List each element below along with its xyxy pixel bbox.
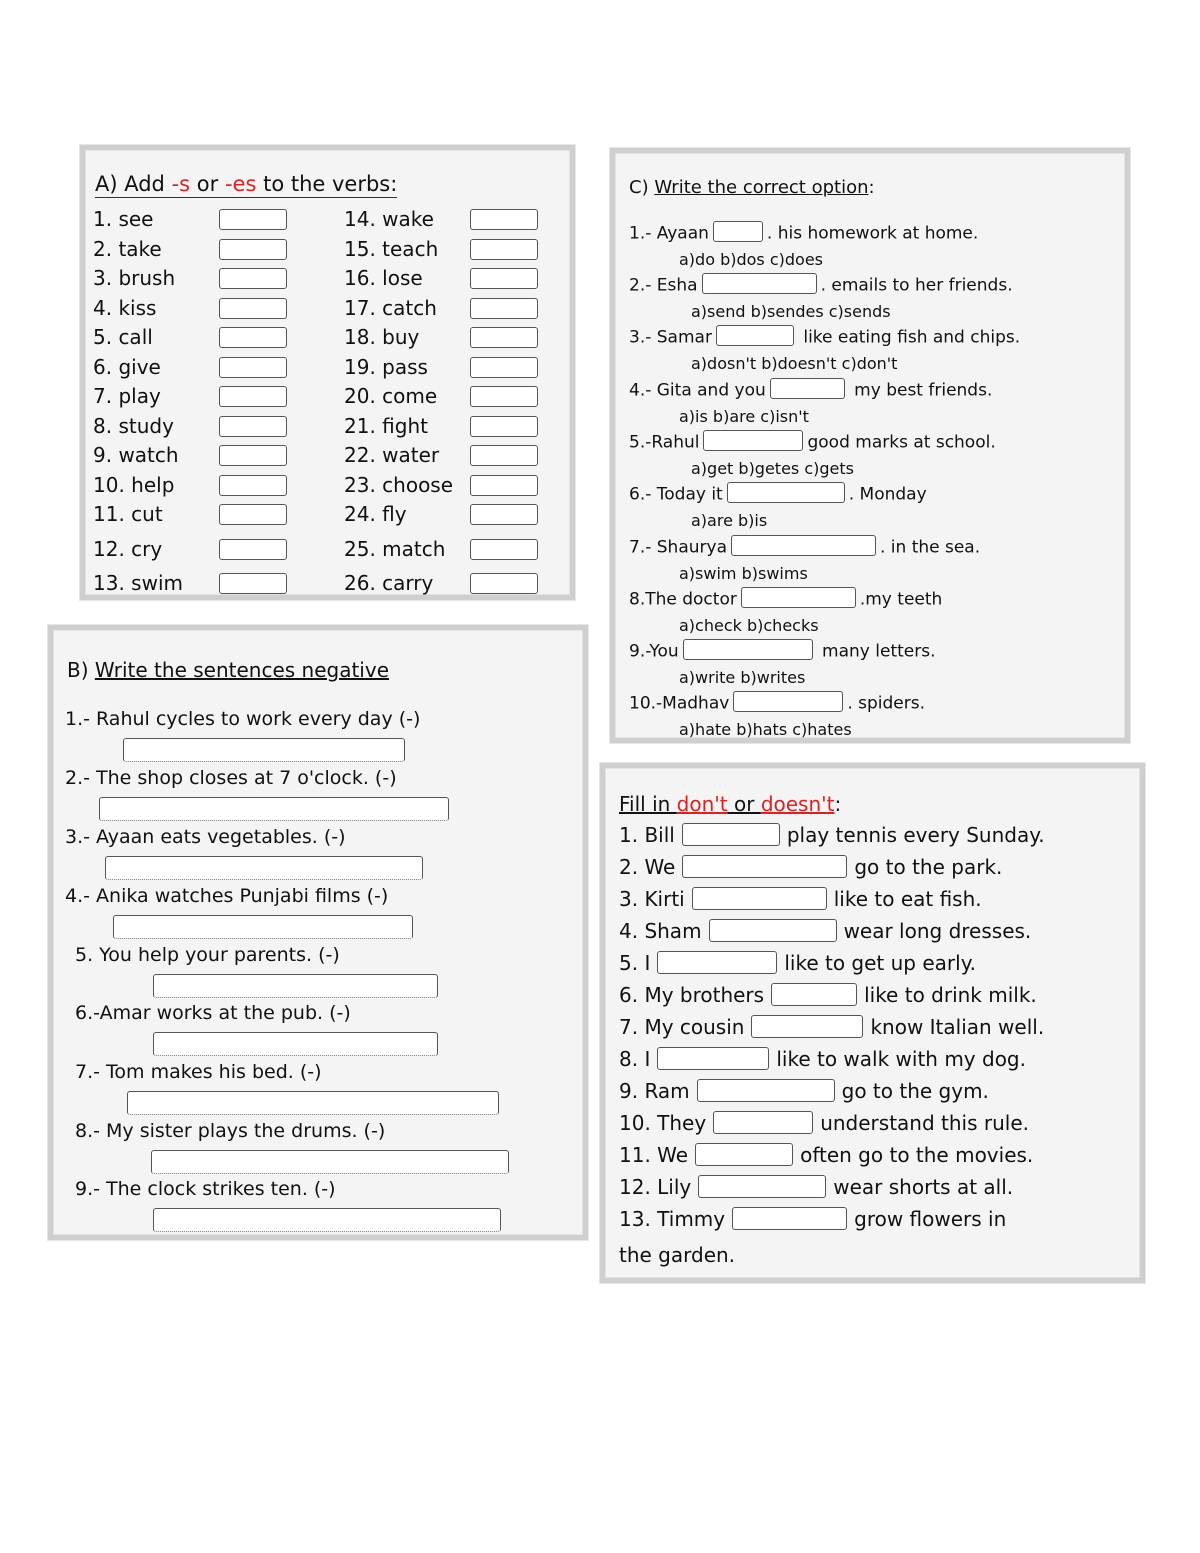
section-c-title <box>629 177 875 198</box>
answer-line[interactable] <box>123 738 405 762</box>
answer-box[interactable] <box>219 539 287 560</box>
answer-box[interactable] <box>702 273 817 294</box>
answer-box[interactable] <box>470 445 538 466</box>
verb-row <box>93 296 293 325</box>
answer-options: a)are b)is <box>691 511 768 530</box>
sentence-text: 5. You help your parents. (-) <box>75 944 340 966</box>
question-subject: 3.- Samar <box>629 327 712 348</box>
sentence-item <box>75 1120 385 1142</box>
answer-box[interactable] <box>683 639 813 660</box>
question-rest: many letters. <box>816 641 936 662</box>
answer-options: a)is b)are c)isn't <box>679 407 809 426</box>
answer-box[interactable] <box>470 573 538 594</box>
section-b-title-letter: B) <box>67 658 95 682</box>
answer-options: a)send b)sendes c)sends <box>691 302 891 321</box>
answer-box[interactable] <box>709 919 837 942</box>
question-row <box>629 223 978 244</box>
answer-box[interactable] <box>716 325 794 346</box>
sentence-item <box>65 826 346 848</box>
answer-box[interactable] <box>713 1111 813 1134</box>
answer-options: a)swim b)swims <box>679 564 808 583</box>
fill-rest: often go to the movies. <box>800 1143 1034 1167</box>
answer-box[interactable] <box>695 1143 793 1166</box>
section-b-title-text: Write the sentences negative <box>94 658 390 682</box>
section-d-title-colon: : <box>834 792 842 816</box>
verb-label: 6. give <box>93 355 161 379</box>
answer-box[interactable] <box>698 1175 826 1198</box>
fill-rest: understand this rule. <box>820 1111 1029 1135</box>
answer-box[interactable] <box>727 482 845 503</box>
verb-label: 5. call <box>93 325 153 349</box>
verb-label: 11. cut <box>93 502 163 526</box>
answer-box[interactable] <box>470 209 538 230</box>
verb-row <box>344 266 564 295</box>
sentence-item <box>75 1002 351 1024</box>
answer-box[interactable] <box>219 268 287 289</box>
question-row <box>629 484 927 505</box>
answer-box[interactable] <box>470 268 538 289</box>
question-subject: 8.The doctor <box>629 589 737 610</box>
question-rest: my best friends. <box>848 380 993 401</box>
question-row <box>629 275 1013 296</box>
sentence-item <box>75 944 340 966</box>
section-b-title <box>67 658 389 682</box>
answer-line[interactable] <box>99 797 449 821</box>
section-a-title <box>95 172 397 198</box>
answer-box[interactable] <box>470 539 538 560</box>
verb-row <box>344 207 564 236</box>
answer-box[interactable] <box>470 239 538 260</box>
section-d-title-or: or <box>727 792 761 816</box>
question-subject: 9.-You <box>629 641 679 662</box>
question-rest: . spiders. <box>847 693 925 714</box>
fill-row <box>619 1207 1006 1232</box>
verb-label: 24. fly <box>344 502 407 526</box>
verb-row <box>93 237 293 266</box>
fill-rest: like to get up early. <box>784 951 977 975</box>
sentence-item <box>75 1061 322 1083</box>
answer-options: a)hate b)hats c)hates <box>679 720 852 739</box>
sentence-item <box>65 708 420 730</box>
answer-box[interactable] <box>732 1207 847 1230</box>
answer-box[interactable] <box>219 445 287 466</box>
fill-subject: 10. They <box>619 1111 707 1135</box>
answer-line[interactable] <box>105 856 423 880</box>
verb-label: 15. teach <box>344 237 439 261</box>
answer-box[interactable] <box>219 475 287 496</box>
question-rest: good marks at school. <box>807 432 996 453</box>
answer-box[interactable] <box>657 951 777 974</box>
question-rest: like eating fish and chips. <box>797 327 1021 348</box>
answer-options: a)write b)writes <box>679 668 806 687</box>
verb-row <box>93 384 293 413</box>
sentence-text: 4.- Anika watches Punjabi films (-) <box>65 885 389 907</box>
verb-label: 4. kiss <box>93 296 157 320</box>
question-row <box>629 693 925 714</box>
verb-label: 7. play <box>93 384 161 408</box>
question-rest: . Monday <box>848 484 927 505</box>
verb-row <box>344 325 564 354</box>
question-row <box>629 537 980 558</box>
verb-label: 3. brush <box>93 266 176 290</box>
verb-label: 10. help <box>93 473 175 497</box>
verb-row <box>344 571 564 600</box>
answer-box[interactable] <box>219 209 287 230</box>
answer-box[interactable] <box>470 416 538 437</box>
answer-box[interactable] <box>682 855 847 878</box>
section-a-title-es: -es <box>224 172 257 196</box>
sentence-text: 8.- My sister plays the drums. (-) <box>75 1120 386 1142</box>
section-d-panel <box>600 763 1145 1283</box>
fill-subject: 5. I <box>619 951 651 975</box>
question-subject: 7.- Shaurya <box>629 537 727 558</box>
answer-box[interactable] <box>219 573 287 594</box>
answer-box[interactable] <box>713 221 763 242</box>
fill-rest: grow flowers in <box>854 1207 1007 1231</box>
verb-row <box>344 443 564 472</box>
answer-box[interactable] <box>682 823 780 846</box>
verb-row <box>344 537 564 566</box>
section-c-title-text: Write the correct option <box>654 177 869 198</box>
fill-subject: 7. My cousin <box>619 1015 745 1039</box>
verb-row <box>93 537 293 566</box>
verb-label: 8. study <box>93 414 174 438</box>
verb-label: 12. cry <box>93 537 163 561</box>
fill-row <box>619 1079 989 1104</box>
fill-row <box>619 983 1037 1008</box>
fill-subject: 2. We <box>619 855 676 879</box>
fill-row <box>619 823 1045 848</box>
answer-box[interactable] <box>219 239 287 260</box>
question-subject: 6.- Today it <box>629 484 723 505</box>
fill-subject: 12. Lily <box>619 1175 692 1199</box>
fill-row <box>619 1175 1013 1200</box>
fill-rest: like to eat fish. <box>833 887 982 911</box>
section-a-title-end: to the verbs: <box>256 172 398 196</box>
verb-label: 26. carry <box>344 571 434 595</box>
question-rest: . emails to her friends. <box>820 275 1013 296</box>
verb-label: 25. match <box>344 537 446 561</box>
question-row <box>629 589 942 610</box>
verb-row <box>93 325 293 354</box>
verb-row <box>344 502 564 531</box>
question-subject: 5.-Rahul <box>629 432 700 453</box>
fill-rest: go to the park. <box>854 855 1003 879</box>
answer-box[interactable] <box>470 357 538 378</box>
question-subject: 10.-Madhav <box>629 693 730 714</box>
answer-line[interactable] <box>151 1150 509 1174</box>
answer-line[interactable] <box>113 915 413 939</box>
answer-box[interactable] <box>219 504 287 525</box>
answer-box[interactable] <box>470 386 538 407</box>
fill-subject: 11. We <box>619 1143 689 1167</box>
sentence-text: 7.- Tom makes his bed. (-) <box>75 1061 322 1083</box>
section-c-panel <box>610 148 1130 743</box>
answer-box[interactable] <box>470 327 538 348</box>
verb-label: 13. swim <box>93 571 183 595</box>
section-c-title-letter: C) <box>629 177 655 198</box>
last-line: the garden. <box>619 1243 736 1267</box>
verb-label: 1. see <box>93 207 154 231</box>
sentence-item <box>65 885 388 907</box>
answer-box[interactable] <box>731 535 876 556</box>
fill-row <box>619 887 982 912</box>
fill-rest: like to drink milk. <box>864 983 1037 1007</box>
sentence-item <box>65 767 397 789</box>
question-rest: .my teeth <box>859 589 943 610</box>
question-subject: 2.- Esha <box>629 275 698 296</box>
fill-subject: 8. I <box>619 1047 651 1071</box>
question-row <box>629 380 992 401</box>
question-subject: 4.- Gita and you <box>629 380 766 401</box>
answer-box[interactable] <box>751 1015 863 1038</box>
fill-rest: like to walk with my dog. <box>776 1047 1026 1071</box>
answer-box[interactable] <box>219 386 287 407</box>
fill-row <box>619 1015 1044 1040</box>
section-d-title <box>619 792 841 816</box>
section-c-title-colon: : <box>868 177 875 198</box>
answer-options: a)do b)dos c)does <box>679 250 824 269</box>
verb-row <box>93 571 293 600</box>
fill-row <box>619 1143 1033 1168</box>
answer-box[interactable] <box>219 416 287 437</box>
answer-box[interactable] <box>697 1079 835 1102</box>
fill-rest: play tennis every Sunday. <box>786 823 1045 847</box>
answer-box[interactable] <box>470 504 538 525</box>
fill-row <box>619 1047 1026 1072</box>
verb-row <box>344 473 564 502</box>
sentence-text: 1.- Rahul cycles to work every day (-) <box>65 708 421 730</box>
fill-row <box>619 951 976 976</box>
fill-subject: 4. Sham <box>619 919 702 943</box>
fill-rest: know Italian well. <box>870 1015 1045 1039</box>
section-a-panel <box>80 145 575 600</box>
fill-subject: 1. Bill <box>619 823 675 847</box>
verb-label: 21. fight <box>344 414 428 438</box>
answer-box[interactable] <box>692 887 827 910</box>
fill-subject: 6. My brothers <box>619 983 765 1007</box>
fill-rest: wear long dresses. <box>843 919 1032 943</box>
answer-box[interactable] <box>741 587 856 608</box>
answer-box[interactable] <box>219 298 287 319</box>
verb-label: 23. choose <box>344 473 454 497</box>
answer-box[interactable] <box>733 691 843 712</box>
verb-label: 16. lose <box>344 266 423 290</box>
verb-row <box>93 414 293 443</box>
section-d-title-doesnt: doesn't <box>760 792 835 816</box>
answer-line[interactable] <box>153 1208 501 1232</box>
fill-row <box>619 855 1002 880</box>
question-row <box>629 641 935 662</box>
answer-options: a)get b)getes c)gets <box>691 459 854 478</box>
fill-row <box>619 1111 1029 1136</box>
answer-box[interactable] <box>470 475 538 496</box>
question-row <box>629 327 1020 348</box>
verb-label: 18. buy <box>344 325 420 349</box>
answer-line[interactable] <box>127 1091 499 1115</box>
answer-box[interactable] <box>771 983 857 1006</box>
verb-label: 14. wake <box>344 207 434 231</box>
sentence-text: 6.-Amar works at the pub. (-) <box>75 1002 351 1024</box>
answer-box[interactable] <box>219 327 287 348</box>
answer-box[interactable] <box>470 298 538 319</box>
question-subject: 1.- Ayaan <box>629 223 709 244</box>
verb-row <box>93 355 293 384</box>
verb-row <box>93 502 293 531</box>
fill-row <box>619 919 1031 944</box>
verb-row <box>93 473 293 502</box>
answer-line[interactable] <box>153 1032 438 1056</box>
answer-options: a)check b)checks <box>679 616 819 635</box>
fill-rest: go to the gym. <box>841 1079 989 1103</box>
sentence-text: 3.- Ayaan eats vegetables. (-) <box>65 826 346 848</box>
section-a-title-text: A) Add <box>95 172 172 196</box>
answer-box[interactable] <box>219 357 287 378</box>
section-d-title-dont: don't <box>676 792 728 816</box>
section-a-title-s: -s <box>171 172 191 196</box>
fill-subject: 13. Timmy <box>619 1207 726 1231</box>
verb-label: 22. water <box>344 443 440 467</box>
answer-box[interactable] <box>703 430 803 451</box>
answer-line[interactable] <box>153 974 438 998</box>
verb-label: 17. catch <box>344 296 437 320</box>
verb-row <box>93 207 293 236</box>
verb-label: 9. watch <box>93 443 179 467</box>
question-rest: . his homework at home. <box>766 223 979 244</box>
verb-row <box>93 266 293 295</box>
verb-row <box>344 296 564 325</box>
verb-row <box>344 355 564 384</box>
answer-box[interactable] <box>770 378 845 399</box>
section-a-title-or: or <box>190 172 225 196</box>
fill-subject: 3. Kirti <box>619 887 685 911</box>
verb-label: 20. come <box>344 384 438 408</box>
verb-row <box>344 384 564 413</box>
verb-row <box>93 443 293 472</box>
verb-label: 19. pass <box>344 355 428 379</box>
sentence-item <box>75 1178 336 1200</box>
verb-label: 2. take <box>93 237 162 261</box>
sentence-text: 9.- The clock strikes ten. (-) <box>75 1178 336 1200</box>
answer-box[interactable] <box>657 1047 769 1070</box>
question-row <box>629 432 996 453</box>
fill-rest: wear shorts at all. <box>833 1175 1014 1199</box>
verb-row <box>344 414 564 443</box>
section-d-title-fill: Fill in <box>619 792 677 816</box>
answer-options: a)dosn't b)doesn't c)don't <box>691 354 898 373</box>
question-rest: . in the sea. <box>879 537 981 558</box>
fill-subject: 9. Ram <box>619 1079 690 1103</box>
sentence-text: 2.- The shop closes at 7 o'clock. (-) <box>65 767 397 789</box>
verb-row <box>344 237 564 266</box>
section-b-panel <box>48 625 588 1240</box>
